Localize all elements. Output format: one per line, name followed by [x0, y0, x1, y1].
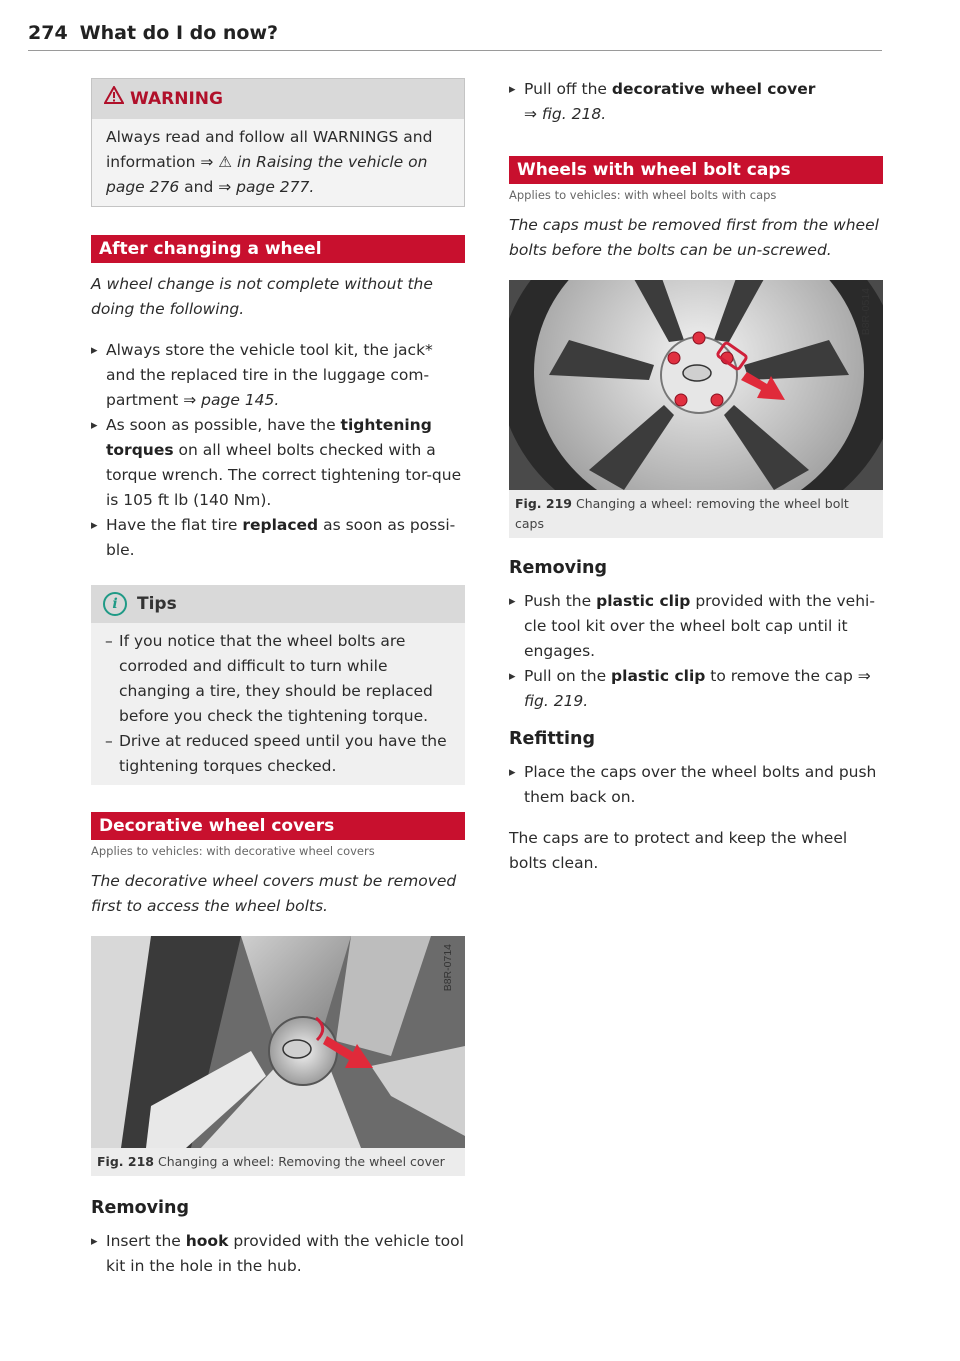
- page-number: 274: [28, 22, 68, 44]
- warning-body: [92, 119, 464, 206]
- wheel-cover-illustration: [91, 936, 465, 1148]
- subheading-removing-cover: Removing: [91, 1198, 189, 1218]
- tips-box: [91, 585, 465, 785]
- step-pullclip-bold: plastic clip: [611, 667, 706, 685]
- figure-219-label: Fig. 219: [515, 496, 572, 511]
- left-column: [91, 78, 465, 1279]
- removing-cover-steps: [91, 1229, 465, 1279]
- decorative-applies-to: Applies to vehicles: with decorative wheel covers: [91, 844, 375, 858]
- decorative-intro: The decorative wheel covers must be removed first to access the wheel bolts.: [91, 872, 457, 915]
- figure-218-caption: [91, 1148, 465, 1176]
- tip-reduced-speed: – Drive at reduced speed until you have the tightening torques checked.: [105, 729, 453, 779]
- step-replace-tire: [91, 513, 465, 563]
- tips-title: Tips: [137, 594, 177, 614]
- step-replace-pre: Have the flat tire: [106, 516, 243, 534]
- warning-line-3-and: and: [179, 178, 219, 196]
- step-torque-post: on all wheel bolts checked with a torque wrench. The correct tightening tor-que is 105 ft lb (140 Nm).: [106, 441, 462, 509]
- after-changing-steps: [91, 338, 465, 563]
- step-store-text: Always store the vehicle tool kit, the jack* and the replaced tire in the luggage com-partment: [106, 341, 433, 409]
- figure-218-image: [91, 936, 465, 1148]
- step-push-plastic-clip: [509, 589, 883, 664]
- warning-header: [92, 79, 464, 119]
- tip-corroded-bolts: – If you notice that the wheel bolts are corroded and difficult to turn while changing a tire, they should be replaced before you check the tightening torque.: [105, 629, 453, 729]
- subheading-refitting: Refitting: [509, 729, 596, 749]
- refitting-steps: [509, 760, 883, 810]
- figure-218: [91, 936, 465, 1176]
- section-title-after-changing: After changing a wheel: [91, 235, 465, 263]
- figure-218-caption-text: Changing a wheel: Removing the wheel cover: [157, 1154, 445, 1169]
- step-push-post: provided with the vehi-cle tool kit over the wheel bolt cap until it engages.: [524, 592, 875, 660]
- figure-219-caption: [509, 490, 883, 538]
- wheel-bolt-caps-illustration: [509, 280, 883, 490]
- subheading-removing-caps: Removing: [509, 558, 607, 578]
- figure-218-label: Fig. 218: [97, 1154, 154, 1169]
- warning-line-2: [106, 150, 452, 175]
- figure-219-code: B8R-0514: [860, 288, 872, 336]
- step-pull-off-cover: [509, 77, 883, 127]
- step-hook-post: provided with the vehicle tool kit in the hole in the hub.: [106, 1232, 464, 1275]
- removing-caps-steps: [509, 589, 883, 714]
- step-push-bold: plastic clip: [596, 592, 691, 610]
- step-store-tool-kit: [91, 338, 465, 413]
- after-changing-intro: A wheel change is not complete without the doing the following.: [91, 275, 433, 318]
- warning-link-page-276[interactable]: page 276: [106, 178, 180, 196]
- tips-header: [91, 585, 465, 623]
- figure-219-image: [509, 280, 883, 490]
- warning-title: WARNING: [130, 89, 223, 109]
- caps-closing-note: The caps are to protect and keep the wheel bolts clean.: [509, 829, 848, 872]
- warning-line-1: Always read and follow all WARNINGS and: [106, 128, 433, 146]
- step-replace-bold: replaced: [242, 516, 319, 534]
- figure-219-caption-text: Changing a wheel: removing the wheel bolt caps: [515, 496, 849, 531]
- figure-218-code: B8R-0714: [442, 944, 454, 992]
- section-title-bolt-caps: Wheels with wheel bolt caps: [509, 156, 883, 184]
- right-column: [509, 77, 883, 876]
- step-torque-pre: As soon as possible, have the: [106, 416, 341, 434]
- step-hook-bold: hook: [185, 1232, 229, 1250]
- step-torque-bold: tightening torques: [106, 416, 432, 459]
- step-pullclip-pre: Pull on the: [524, 667, 612, 685]
- step-insert-hook: [91, 1229, 465, 1279]
- step-place-caps: ▸ Place the caps over the wheel bolts and push them back on.: [509, 760, 883, 810]
- bolt-caps-applies-to: Applies to vehicles: with wheel bolts with caps: [509, 188, 777, 202]
- link-fig-218[interactable]: ⇒ fig. 218.: [524, 105, 607, 123]
- info-icon: i: [103, 592, 127, 616]
- link-fig-219[interactable]: ⇒ fig. 219.: [524, 667, 871, 710]
- step-check-torques: [91, 413, 465, 513]
- warning-triangle-icon: [104, 79, 124, 119]
- warning-box: [91, 78, 465, 207]
- step-pull-bold: decorative wheel cover: [611, 80, 816, 98]
- header-rule: [28, 50, 882, 51]
- warning-link-page-277[interactable]: ⇒ page 277.: [218, 178, 315, 196]
- page-header: [28, 22, 278, 44]
- tips-list: [91, 623, 465, 785]
- figure-219: [509, 280, 883, 538]
- warning-line-2-text: information: [106, 153, 201, 171]
- step-pullclip-post: to remove the cap: [705, 667, 858, 685]
- removing-cover-steps-cont: [509, 77, 883, 127]
- section-title-decorative-covers: Decorative wheel covers: [91, 812, 465, 840]
- warning-line-3: [106, 175, 452, 200]
- step-pull-pre: Pull off the: [524, 80, 612, 98]
- bolt-caps-intro: The caps must be removed first from the wheel bolts before the bolts can be un-screwed.: [509, 216, 879, 259]
- step-pull-plastic-clip: [509, 664, 883, 714]
- chapter-title: What do I do now?: [79, 22, 279, 44]
- step-hook-pre: Insert the: [106, 1232, 186, 1250]
- step-push-pre: Push the: [524, 592, 597, 610]
- step-replace-post: as soon as possi-ble.: [106, 516, 456, 559]
- link-page-145[interactable]: ⇒ page 145.: [183, 391, 280, 409]
- warning-link-raising[interactable]: ⇒ ⚠ in Raising the vehicle on: [200, 153, 428, 171]
